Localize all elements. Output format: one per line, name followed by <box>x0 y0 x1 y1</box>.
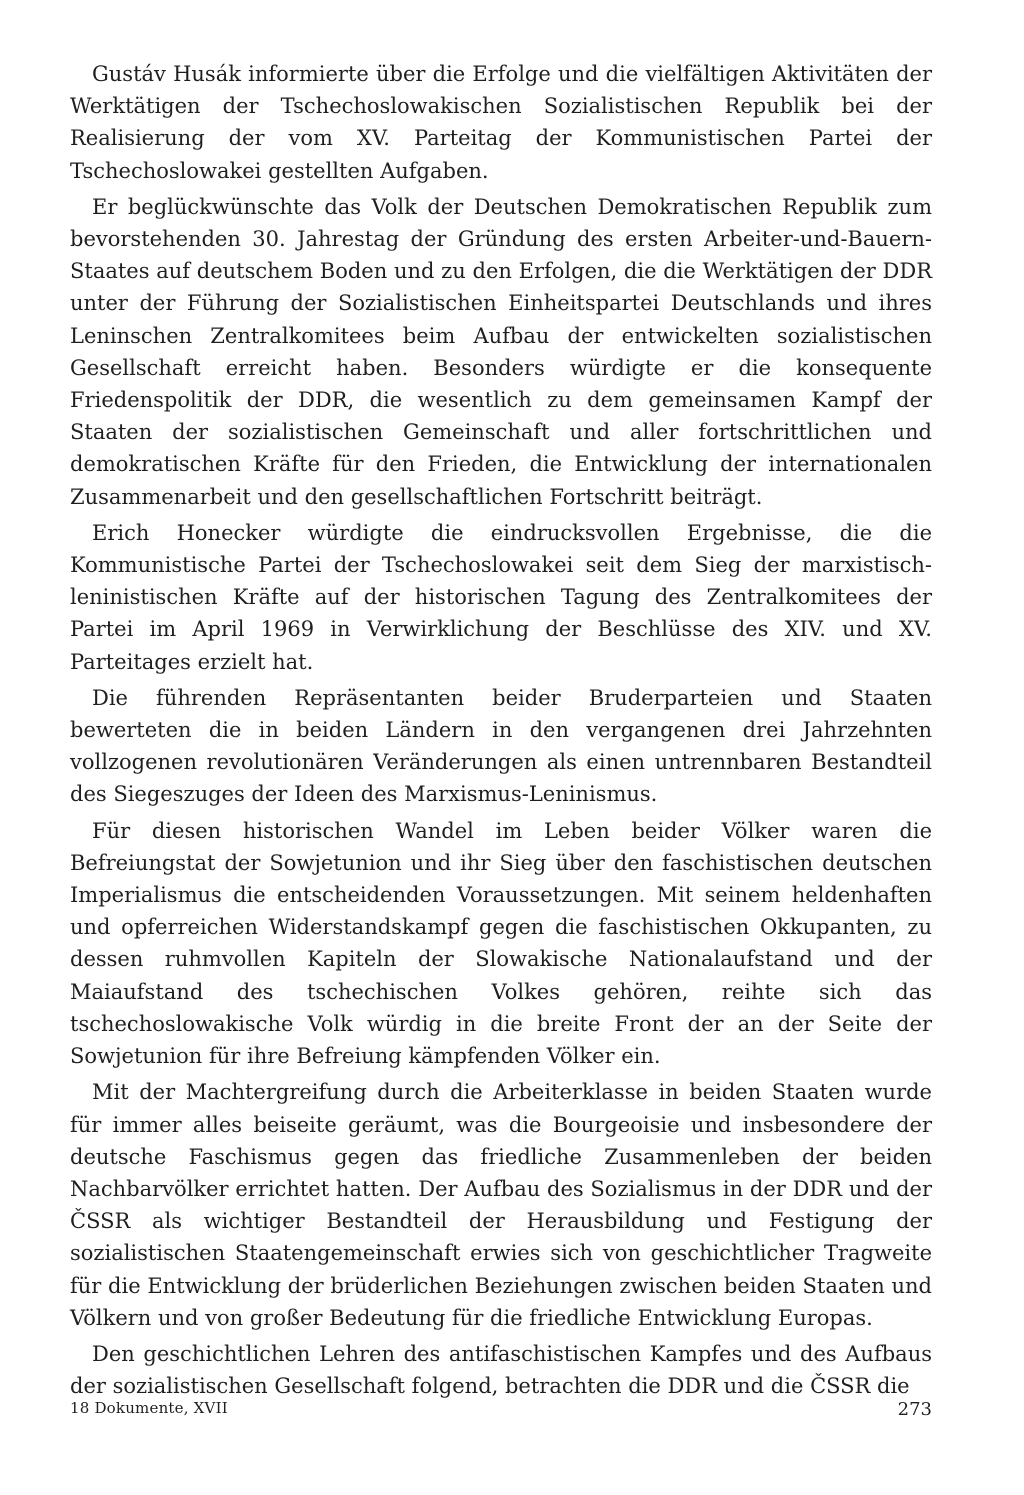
body-text <box>70 58 932 1406</box>
page-number: 273 <box>897 1399 932 1420</box>
paragraph-5: Für diesen historischen Wandel im Leben beider Völker waren die Befreiungstat der Sowjetunion und ihr Sieg über den faschistischen deutschen Imperialismus die entscheidenden Voraussetzungen. Mit seinem heldenhaften und opferreichen Widerstandskampf gegen die faschistischen Okkupanten, zu dessen ruhmvollen Kapiteln der Slowakische Nationalaufstand und der Maiaufstand des tschechischen Volkes gehören, reihte sich das tschechoslowakische Volk würdig in die breite Front der an der Seite der Sowjetunion für ihre Befreiung kämpfenden Völker ein. <box>70 818 932 1069</box>
paragraph-1: Gustáv Husák informierte über die Erfolge und die vielfältigen Aktivitäten der Werktätigen der Tschechoslowakischen Sozialistischen Republik bei der Realisierung der vom XV. Parteitag der Kommunistischen Partei der Tschechoslowakei gestellten Aufgaben. <box>70 62 932 183</box>
paragraph-6: Mit der Machtergreifung durch die Arbeiterklasse in beiden Staaten wurde für immer alles beiseite geräumt, was die Bourgeoisie und insbesondere der deutsche Faschismus gegen das friedliche Zusammenleben der beiden Nachbarvölker errichtet hatten. Der Aufbau des Sozialismus in der DDR und der ČSSR als wichtiger Bestandteil der Herausbildung und Festigung der sozialistischen Staatengemeinschaft erwies sich von geschichtlicher Tragweite für die Entwicklung der brüderlichen Beziehungen zwischen beiden Staaten und Völkern und von großer Bedeutung für die friedliche Entwicklung Europas. <box>70 1080 932 1330</box>
paragraph-3: Erich Honecker würdigte die eindrucksvollen Ergebnisse, die die Kommunistische Partei der Tschechoslowakei seit dem Sieg der marxistisch-leninistischen Kräfte auf der historischen Tagung des Zentralkomitees der Partei im April 1969 in Verwirklichung der Beschlüsse des XIV. und XV. Parteitages erzielt hat. <box>70 520 932 674</box>
paragraph-2: Er beglückwünschte das Volk der Deutschen Demokratischen Republik zum bevorstehenden 30. Jahrestag der Gründung des ersten Arbeiter-und-Bauern-Staates auf deutschem Boden und zu den Erfolgen, die die Werktätigen der DDR unter der Führung der Sozialistischen Einheitspartei Deutschlands und ihres Leninschen Zentralkomitees beim Aufbau der entwickelten sozialistischen Gesellschaft erreicht haben. Besonders würdigte er die konsequente Friedenspolitik der DDR, die wesentlich zu dem gemeinsamen Kampf der Staaten der sozialistischen Gemeinschaft und aller fortschrittlichen und demokratischen Kräfte für den Frieden, die Entwicklung der internationalen Zusammenarbeit und den gesellschaftlichen Fortschritt beiträgt. <box>70 194 932 509</box>
paragraph-7: Den geschichtlichen Lehren des antifaschistischen Kampfes und des Aufbaus der sozialistischen Gesellschaft folgend, betrachten die DDR und die ČSSR die <box>70 1341 932 1399</box>
paragraph-4: Die führenden Repräsentanten beider Bruderparteien und Staaten bewerteten die in beiden Ländern in den vergangenen drei Jahrzehnten vollzogenen revolutionären Veränderungen als einen untrennbaren Bestandteil des Siegeszuges der Ideen des Marxismus-Leninismus. <box>70 685 932 807</box>
page-footer <box>70 1399 932 1427</box>
printer-signature: 18 Dokumente, XVII <box>70 1399 228 1417</box>
